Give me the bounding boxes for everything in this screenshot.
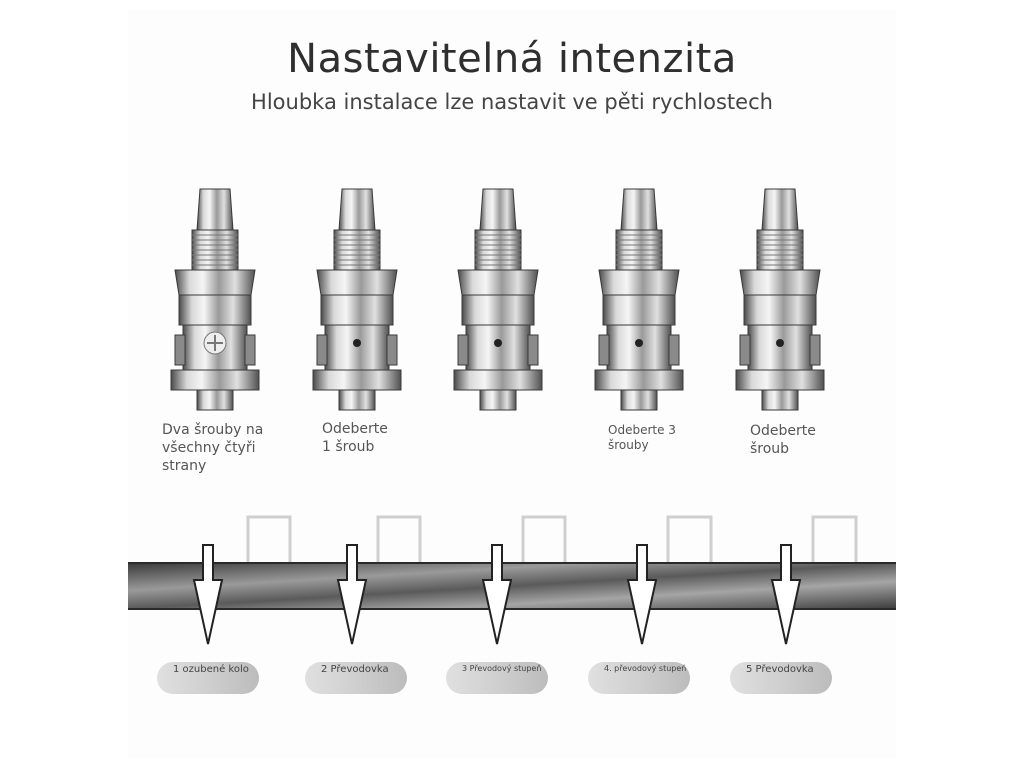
head-1-caption: Dva šrouby na všechny čtyři strany (162, 422, 264, 474)
screw-hole-icon (776, 339, 784, 347)
screw-hole-icon (635, 339, 643, 347)
screw-hole-icon (353, 339, 361, 347)
presser-foot-head-3 (448, 185, 548, 415)
level-label: 1 ozubené kolo (173, 664, 249, 675)
level-label: 4. převodový stupeň (604, 664, 687, 673)
page-subtitle: Hloubka instalace lze nastavit ve pěti rychlostech (251, 90, 773, 114)
head-4-caption: Odeberte 3 šrouby (608, 423, 676, 452)
cross-screw-icon (204, 332, 226, 354)
page-title: Nastavitelná intenzita (287, 36, 737, 82)
presser-foot-head-4 (589, 185, 689, 415)
head-2-caption: Odeberte 1 šroub (322, 421, 388, 455)
step-outlines (248, 517, 856, 563)
level-label: 5 Převodovka (746, 664, 814, 675)
presser-foot-head-2 (307, 185, 407, 415)
presser-foot-head-1 (165, 185, 265, 415)
depth-diagram (128, 505, 896, 655)
level-label: 3 Převodový stupeň (462, 664, 542, 673)
rail (128, 563, 896, 609)
presser-foot-head-5 (730, 185, 830, 415)
screw-hole-icon (494, 339, 502, 347)
head-5-caption: Odeberte šroub (750, 423, 816, 457)
level-label: 2 Převodovka (321, 664, 389, 675)
